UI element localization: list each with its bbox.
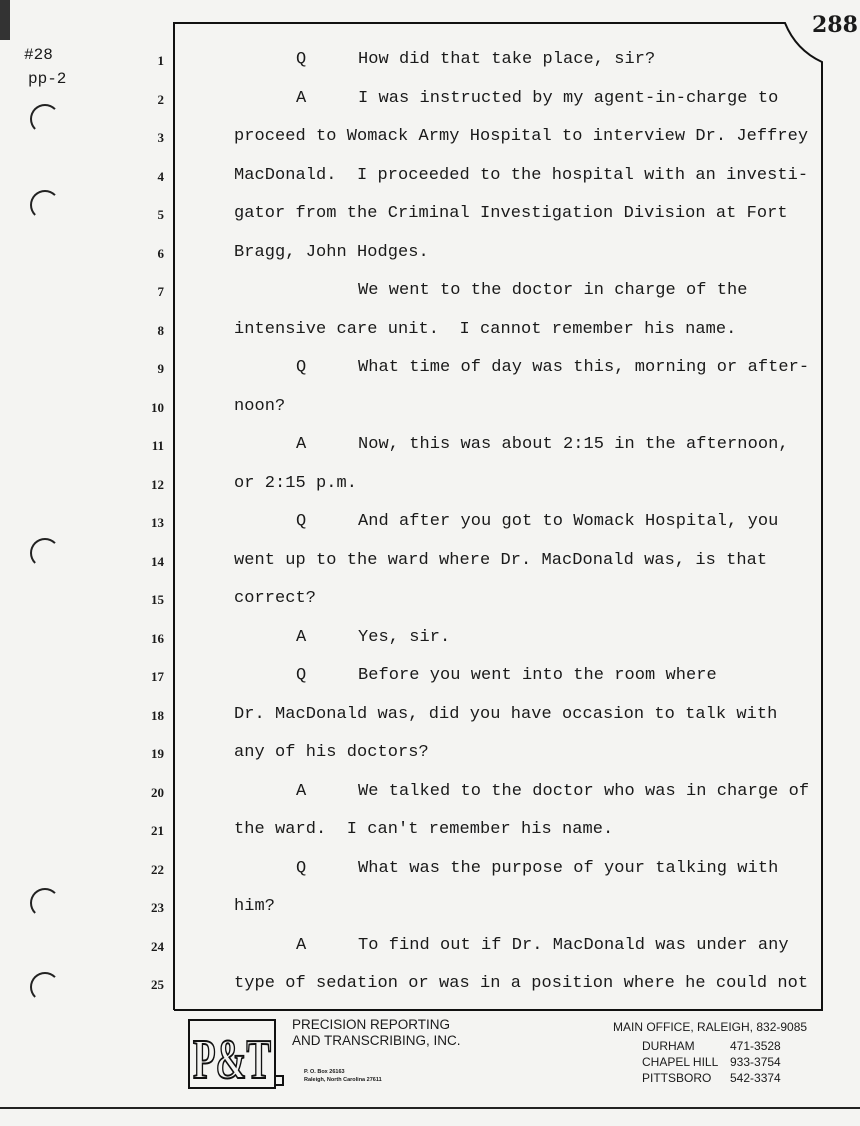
branch-phone: 933-3754 [730, 1055, 781, 1069]
address-line: P. O. Box 26163 [304, 1069, 345, 1075]
speaker-label: A [296, 935, 307, 955]
company-line: AND TRANSCRIBING, INC. [292, 1033, 461, 1048]
testimony-line: intensive care unit. I cannot remember his name. [234, 319, 737, 339]
line-number: 14 [151, 553, 164, 569]
speaker-label: Q [296, 358, 307, 377]
testimony-line: And after you got to Womack Hospital, you [358, 512, 779, 531]
bottom-rule [0, 1107, 860, 1109]
line-number: 16 [151, 630, 164, 646]
line-number: 13 [151, 515, 164, 530]
testimony-line: went up to the ward where Dr. MacDonald was, is that [234, 550, 768, 570]
page-ref-note: pp-2 [28, 70, 67, 88]
testimony-line: correct? [234, 589, 317, 608]
testimony-line: proceed to Womack Army Hospital to interview Dr. Jeffrey [234, 127, 809, 146]
page-number: 288 [812, 12, 858, 38]
line-number: 25 [151, 977, 164, 992]
speaker-label: A [296, 435, 307, 454]
line-number: 1 [157, 53, 164, 68]
testimony-line: We talked to the doctor who was in charge of [358, 781, 810, 801]
line-number: 10 [151, 399, 164, 415]
line-number: 23 [151, 900, 164, 915]
line-number: 18 [151, 707, 164, 723]
testimony-line: any of his doctors? [234, 743, 429, 762]
testimony-line: Bragg, John Hodges. [234, 242, 429, 262]
line-number: 8 [157, 322, 164, 338]
testimony-line: Dr. MacDonald was, did you have occasion to talk with [234, 704, 778, 724]
testimony-line: the ward. I can't remember his name. [234, 820, 614, 839]
testimony-line: noon? [234, 396, 286, 416]
line-number: 12 [151, 476, 164, 492]
speaker-label: A [296, 88, 307, 108]
speaker-label: Q [296, 512, 307, 531]
line-number: 22 [151, 861, 164, 877]
branch-city: DURHAM [642, 1039, 695, 1053]
speaker-label: A [296, 627, 307, 647]
line-number: 7 [157, 284, 164, 299]
testimony-line: Yes, sir. [358, 627, 451, 647]
testimony-line: What time of day was this, morning or after- [358, 358, 810, 377]
line-number: 21 [151, 823, 164, 838]
company-line: PRECISION REPORTING [292, 1017, 451, 1032]
branch-city: CHAPEL HILL [642, 1055, 719, 1069]
branch-office [642, 1055, 802, 1069]
branch-office [642, 1039, 802, 1053]
company-name [292, 1017, 461, 1049]
branch-phone: 542-3374 [730, 1071, 781, 1085]
exhibit-note: #28 [24, 46, 53, 64]
main-office: MAIN OFFICE, RALEIGH, 832-9085 [613, 1020, 808, 1034]
testimony-line: How did that take place, sir? [358, 50, 656, 69]
line-number: 5 [157, 207, 164, 222]
speaker-label: Q [296, 50, 307, 69]
line-number: 6 [157, 245, 164, 261]
line-number: 2 [157, 91, 164, 107]
line-number: 17 [151, 669, 164, 684]
testimony-line: MacDonald. I proceeded to the hospital with an investi- [234, 165, 809, 185]
testimony-line: To find out if Dr. MacDonald was under any [358, 935, 789, 955]
address-line: Raleigh, North Carolina 27611 [304, 1077, 382, 1083]
line-number: 11 [151, 438, 164, 453]
svg-text:P&T: P&T [193, 1029, 271, 1091]
testimony-line: him? [234, 897, 276, 916]
line-number: 3 [157, 130, 164, 145]
company-address [304, 1068, 382, 1084]
testimony-line: What was the purpose of your talking with [358, 858, 779, 878]
testimony-line: I was instructed by my agent-in-charge to [358, 88, 779, 108]
testimony-line: Before you went into the room where [358, 666, 717, 685]
speaker-label: A [296, 781, 307, 801]
line-number: 15 [151, 592, 164, 607]
speaker-label: Q [296, 858, 307, 878]
line-number: 19 [151, 746, 164, 761]
line-number: 20 [151, 784, 164, 800]
testimony-line: type of sedation or was in a position where he could not [234, 974, 809, 993]
line-number: 4 [157, 168, 164, 184]
company-logo [188, 1018, 284, 1090]
testimony-line: We went to the doctor in charge of the [358, 281, 748, 300]
branch-office [642, 1071, 802, 1085]
branch-city: PITTSBORO [642, 1071, 712, 1085]
testimony-line: Now, this was about 2:15 in the afternoon, [358, 435, 789, 454]
line-number: 9 [157, 361, 164, 376]
line-number: 24 [151, 938, 164, 954]
speaker-label: Q [296, 666, 307, 685]
testimony-line: or 2:15 p.m. [234, 473, 358, 493]
branch-phone: 471-3528 [730, 1039, 781, 1053]
testimony-line: gator from the Criminal Investigation Division at Fort [234, 204, 788, 223]
